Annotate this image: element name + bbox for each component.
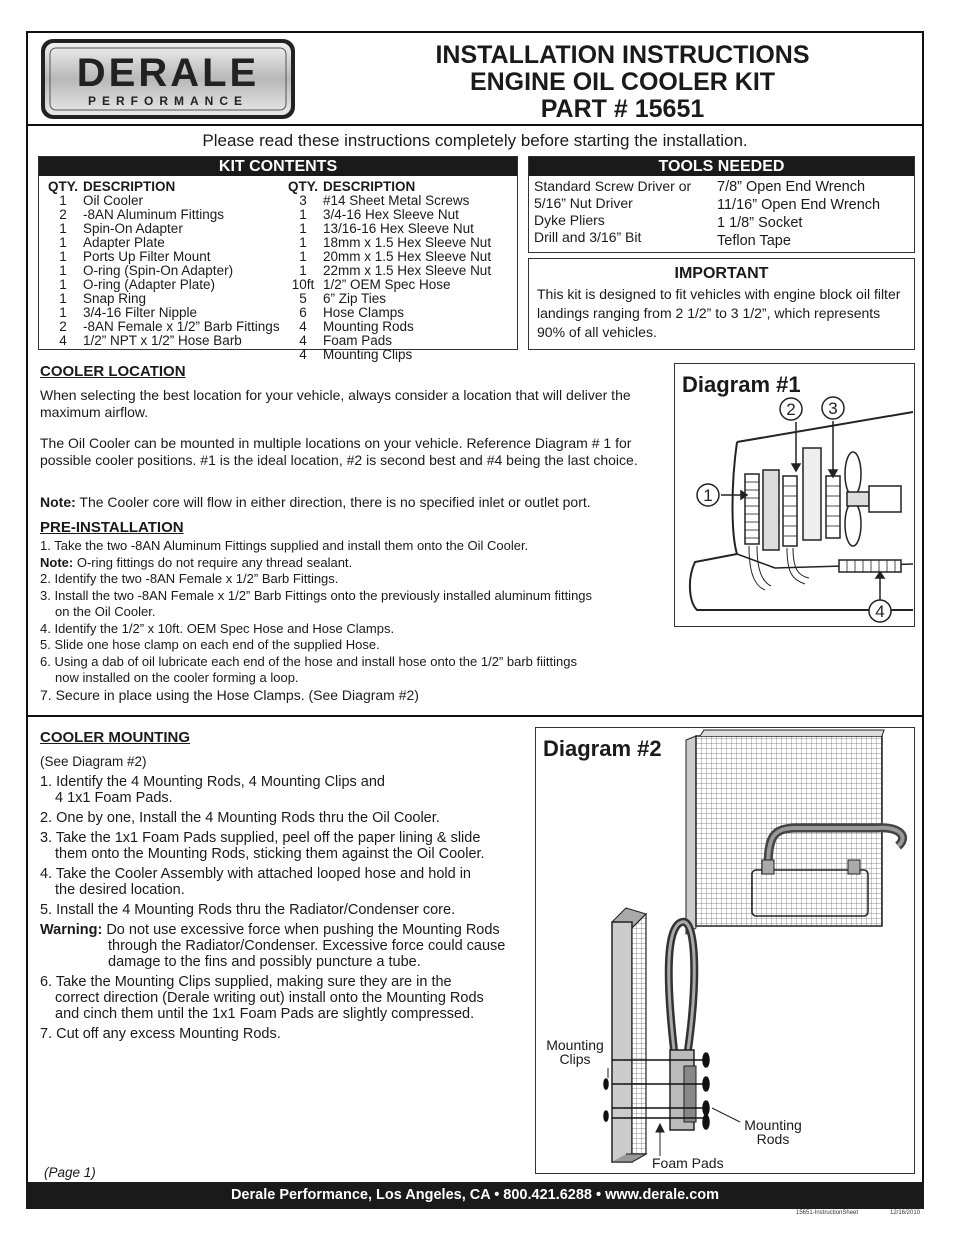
kit-item-qty: 2 [59, 319, 67, 334]
kit-item-desc: Adapter Plate [83, 235, 165, 250]
tools-left-list [534, 178, 691, 246]
step-item-continued: now installed on the cooler forming a loop. [55, 670, 299, 685]
important-box [528, 258, 915, 350]
kit-item-desc: Spin-On Adapter [83, 221, 183, 236]
kit-item-desc: 18mm x 1.5 Hex Sleeve Nut [323, 235, 492, 250]
kit-item [283, 264, 491, 278]
step-item: 2. Identify the two -8AN Female x 1/2” Barb Fittings. [40, 571, 339, 586]
fan-icon [845, 452, 901, 546]
kit-contents-box [38, 156, 518, 362]
derale-logo [40, 38, 296, 120]
step-item-continued: correct direction (Derale writing out) install onto the Mounting Rods [55, 990, 484, 1006]
note-text: O-ring fittings do not require any thread sealant. [73, 554, 353, 570]
kit-item-desc: 22mm x 1.5 Hex Sleeve Nut [323, 263, 492, 278]
label-line: Mounting [744, 1117, 802, 1133]
kit-qty-header: QTY. [47, 179, 78, 194]
kit-item [283, 278, 491, 292]
kit-left-column [43, 180, 280, 348]
diagram-2-illustration [536, 728, 914, 1173]
diagram-1-label-1: 1 [703, 486, 713, 505]
cooler-position-4 [839, 560, 901, 572]
kit-item [283, 208, 491, 222]
kit-item-desc: 3/4-16 Hex Sleeve Nut [323, 207, 459, 222]
mounting-rods-label [738, 1118, 808, 1146]
kit-item-qty: 5 [299, 291, 307, 306]
kit-item [43, 306, 280, 320]
cooler-position-2 [783, 476, 797, 546]
diagram-1-label-4: 4 [875, 602, 885, 621]
kit-item-desc: #14 Sheet Metal Screws [323, 193, 470, 208]
kit-item-desc: Hose Clamps [323, 305, 405, 320]
kit-item [283, 306, 491, 320]
kit-item [43, 208, 280, 222]
diagram-2-box [535, 727, 915, 1174]
step-item-continued: the desired location. [55, 882, 185, 898]
kit-item [283, 320, 491, 334]
cooler-location-p2: The Oil Cooler can be mounted in multiple locations on your vehicle. Reference Diagram # 1 for possible cooler positions. #1 is the ideal location, #2 is second best and #4 being the last choice. [40, 435, 638, 468]
radiator-side-view [612, 908, 646, 1162]
cooler-position-1 [745, 474, 759, 544]
important-text: This kit is designed to fit vehicles with engine block oil filter landings ranging from 2 1/2” to 3 1/2”, which represents 90% of all vehicles. [537, 286, 901, 340]
kit-item-qty: 1 [59, 221, 67, 236]
note-label: Note: [40, 494, 76, 510]
kit-item [43, 194, 280, 208]
kit-item [43, 278, 280, 292]
kit-item [283, 334, 491, 348]
note-label: Note: [40, 554, 74, 570]
diagram-1-title: Diagram #1 [682, 372, 801, 397]
diagram-1-illustration [675, 364, 914, 626]
kit-item [283, 222, 491, 236]
kit-item [43, 292, 280, 306]
important-heading: IMPORTANT [674, 265, 769, 282]
kit-right-column [283, 180, 491, 362]
footer-contact: Derale Performance, Los Angeles, CA • 800.421.6288 • www.derale.com [26, 1182, 924, 1209]
foam-pads-label: Foam Pads [652, 1155, 724, 1171]
step-item: 6. Using a dab of oil lubricate each end of the hose and install hose onto the 1/2” barb fiittings [40, 653, 577, 669]
step-item-continued: them onto the Mounting Rods, sticking them against the Oil Cooler. [55, 846, 485, 862]
kit-item [283, 250, 491, 264]
kit-item [43, 236, 280, 250]
label-line: Clips [559, 1051, 591, 1067]
kit-item [43, 264, 280, 278]
read-first-notice: Please read these instructions completely before starting the installation. [202, 131, 748, 150]
kit-item-qty: 1 [299, 221, 307, 236]
step-item: 7. Secure in place using the Hose Clamps. (See Diagram #2) [40, 686, 419, 703]
tools-needed-box [528, 156, 915, 253]
tool-item: Teflon Tape [717, 233, 791, 249]
page-title [400, 42, 845, 123]
step-item: 1. Take the two -8AN Aluminum Fittings supplied and install them onto the Oil Cooler. [40, 538, 529, 553]
kit-desc-header: DESCRIPTION [323, 179, 416, 194]
kit-item-desc: O-ring (Adapter Plate) [83, 277, 216, 292]
step-item-continued: 4 1x1 Foam Pads. [55, 790, 173, 806]
step-item: 2. One by one, Install the 4 Mounting Rods thru the Oil Cooler. [40, 810, 440, 826]
section-divider [26, 715, 924, 717]
note-text: The Cooler core will flow in either direction, there is no specified inlet or outlet port. [75, 494, 591, 510]
kit-item-qty: 4 [299, 347, 307, 362]
step-item-continued: on the Oil Cooler. [55, 604, 156, 619]
step-item: 5. Install the 4 Mounting Rods thru the Radiator/Condenser core. [40, 902, 456, 918]
kit-item-qty: 1 [59, 249, 67, 264]
diagram-2-title: Diagram #2 [543, 736, 662, 761]
kit-item [43, 222, 280, 236]
kit-qty-header: QTY. [287, 179, 318, 194]
kit-item-desc: -8AN Female x 1/2” Barb Fittings [83, 319, 280, 334]
title-line-2: ENGINE OIL COOLER KIT [469, 68, 776, 96]
kit-item-qty: 1 [59, 305, 67, 320]
kit-desc-header: DESCRIPTION [83, 179, 176, 194]
kit-item-qty: 1 [299, 207, 307, 222]
warning-label: Warning: [40, 922, 103, 938]
cooler-location-heading: COOLER LOCATION [40, 363, 186, 380]
step-item: 5. Slide one hose clamp on each end of the supplied Hose. [40, 637, 380, 652]
cooler-location-p1: When selecting the best location for your vehicle, always consider a location that will deliver the maximum airflow. [40, 387, 631, 420]
logo-brand-text: DERALE [76, 51, 260, 95]
kit-item-qty: 4 [299, 333, 307, 348]
kit-item [283, 236, 491, 250]
step-item: 7. Cut off any excess Mounting Rods. [40, 1026, 281, 1042]
kit-item-qty: 1 [59, 277, 67, 292]
label-line: Mounting [546, 1037, 604, 1053]
kit-item-desc: Mounting Rods [323, 319, 414, 334]
step-item: 3. Install the two -8AN Female x 1/2” Barb Fittings onto the previously installed aluminum fittings [40, 587, 593, 603]
kit-item-qty: 1 [59, 193, 67, 208]
title-line-3: PART # 15651 [540, 95, 705, 123]
kit-item [283, 292, 491, 306]
warning-text: through the Radiator/Condenser. Excessive force could cause [108, 938, 506, 954]
tool-item: 5/16” Nut Driver [534, 195, 633, 211]
step-note [40, 555, 660, 572]
kit-item-desc: O-ring (Spin-On Adapter) [83, 263, 234, 278]
doc-id: 15651-InstructionSheet [796, 1210, 859, 1216]
step-item: 6. Take the Mounting Clips supplied, making sure they are in the [40, 974, 452, 990]
kit-item-qty: 2 [59, 207, 67, 222]
warning-block [40, 922, 540, 938]
kit-item-qty: 1 [299, 249, 307, 264]
kit-item-qty: 10ft [291, 277, 315, 292]
kit-item-qty: 1 [59, 235, 67, 250]
kit-item-desc: Mounting Clips [323, 347, 413, 362]
title-line-1: INSTALLATION INSTRUCTIONS [435, 41, 810, 69]
tool-item: 1 1/8” Socket [717, 215, 803, 231]
doc-date: 12/16/2010 [890, 1210, 921, 1216]
kit-item-qty: 4 [299, 319, 307, 334]
kit-item-qty: 4 [59, 333, 67, 348]
kit-item-qty: 6 [299, 305, 307, 320]
kit-item-desc: Oil Cooler [83, 193, 144, 208]
step-item: 4. Identify the 1/2” x 10ft. OEM Spec Hose and Hose Clamps. [40, 620, 395, 636]
tool-item: Drill and 3/16” Bit [534, 229, 642, 245]
step-item-continued: and cinch them until the 1x1 Foam Pads are slightly compressed. [55, 1006, 475, 1022]
mounting-clips-label [542, 1038, 608, 1066]
kit-item-desc: Foam Pads [323, 333, 393, 348]
kit-item-desc: 20mm x 1.5 Hex Sleeve Nut [323, 249, 492, 264]
cooler-mounting-heading: COOLER MOUNTING [40, 729, 190, 746]
kit-item-desc: Snap Ring [83, 291, 147, 306]
step-item: 1. Identify the 4 Mounting Rods, 4 Mounting Clips and [40, 774, 385, 790]
kit-item [43, 334, 280, 348]
tools-needed-heading: TOOLS NEEDED [529, 157, 914, 176]
tool-item: Dyke Pliers [534, 212, 605, 228]
kit-item-desc: 3/4-16 Filter Nipple [83, 305, 198, 320]
page-number: (Page 1) [44, 1165, 96, 1180]
cooler-location-note [40, 494, 660, 511]
kit-item-desc: Ports Up Filter Mount [83, 249, 211, 264]
kit-item [43, 320, 280, 334]
tool-item: Standard Screw Driver or [534, 178, 692, 194]
kit-item-qty: 1 [59, 263, 67, 278]
kit-item-qty: 1 [299, 263, 307, 278]
kit-item-desc: -8AN Aluminum Fittings [83, 207, 225, 222]
label-line: Rods [756, 1131, 790, 1147]
kit-item-desc: 1/2” OEM Spec Hose [323, 277, 451, 292]
pre-installation-steps [40, 538, 660, 703]
tool-item: 11/16” Open End Wrench [717, 197, 881, 213]
kit-item-desc: 6” Zip Ties [323, 291, 387, 306]
kit-item-qty: 1 [299, 235, 307, 250]
cooler-position-3 [826, 476, 840, 538]
kit-item-qty: 1 [59, 291, 67, 306]
cooler-mounting-steps [40, 754, 540, 1042]
step-item: 3. Take the 1x1 Foam Pads supplied, peel off the paper lining & slide [40, 830, 481, 846]
warning-text: Do not use excessive force when pushing the Mounting Rods [106, 922, 500, 938]
kit-item [283, 194, 491, 208]
kit-item-desc: 13/16-16 Hex Sleeve Nut [323, 221, 474, 236]
step-item: 4. Take the Cooler Assembly with attached looped hose and hold in [40, 866, 471, 882]
kit-item-qty: 3 [299, 193, 307, 208]
tool-item: 7/8” Open End Wrench [717, 179, 866, 195]
warning-text: damage to the fins and possibly puncture a tube. [108, 954, 421, 970]
diagram-1-label-3: 3 [828, 399, 838, 418]
kit-item [283, 348, 491, 362]
kit-contents-heading: KIT CONTENTS [39, 157, 517, 176]
diagram-1-box [674, 363, 915, 627]
header-divider [26, 124, 924, 126]
logo-sub-text: PERFORMANCE [87, 94, 249, 108]
diagram-1-label-2: 2 [786, 400, 796, 419]
pre-installation-heading: PRE-INSTALLATION [40, 519, 184, 536]
kit-item-desc: 1/2” NPT x 1/2” Hose Barb [83, 333, 242, 348]
tools-right-list [717, 178, 880, 250]
see-diagram-note: (See Diagram #2) [40, 754, 147, 769]
kit-item [43, 250, 280, 264]
